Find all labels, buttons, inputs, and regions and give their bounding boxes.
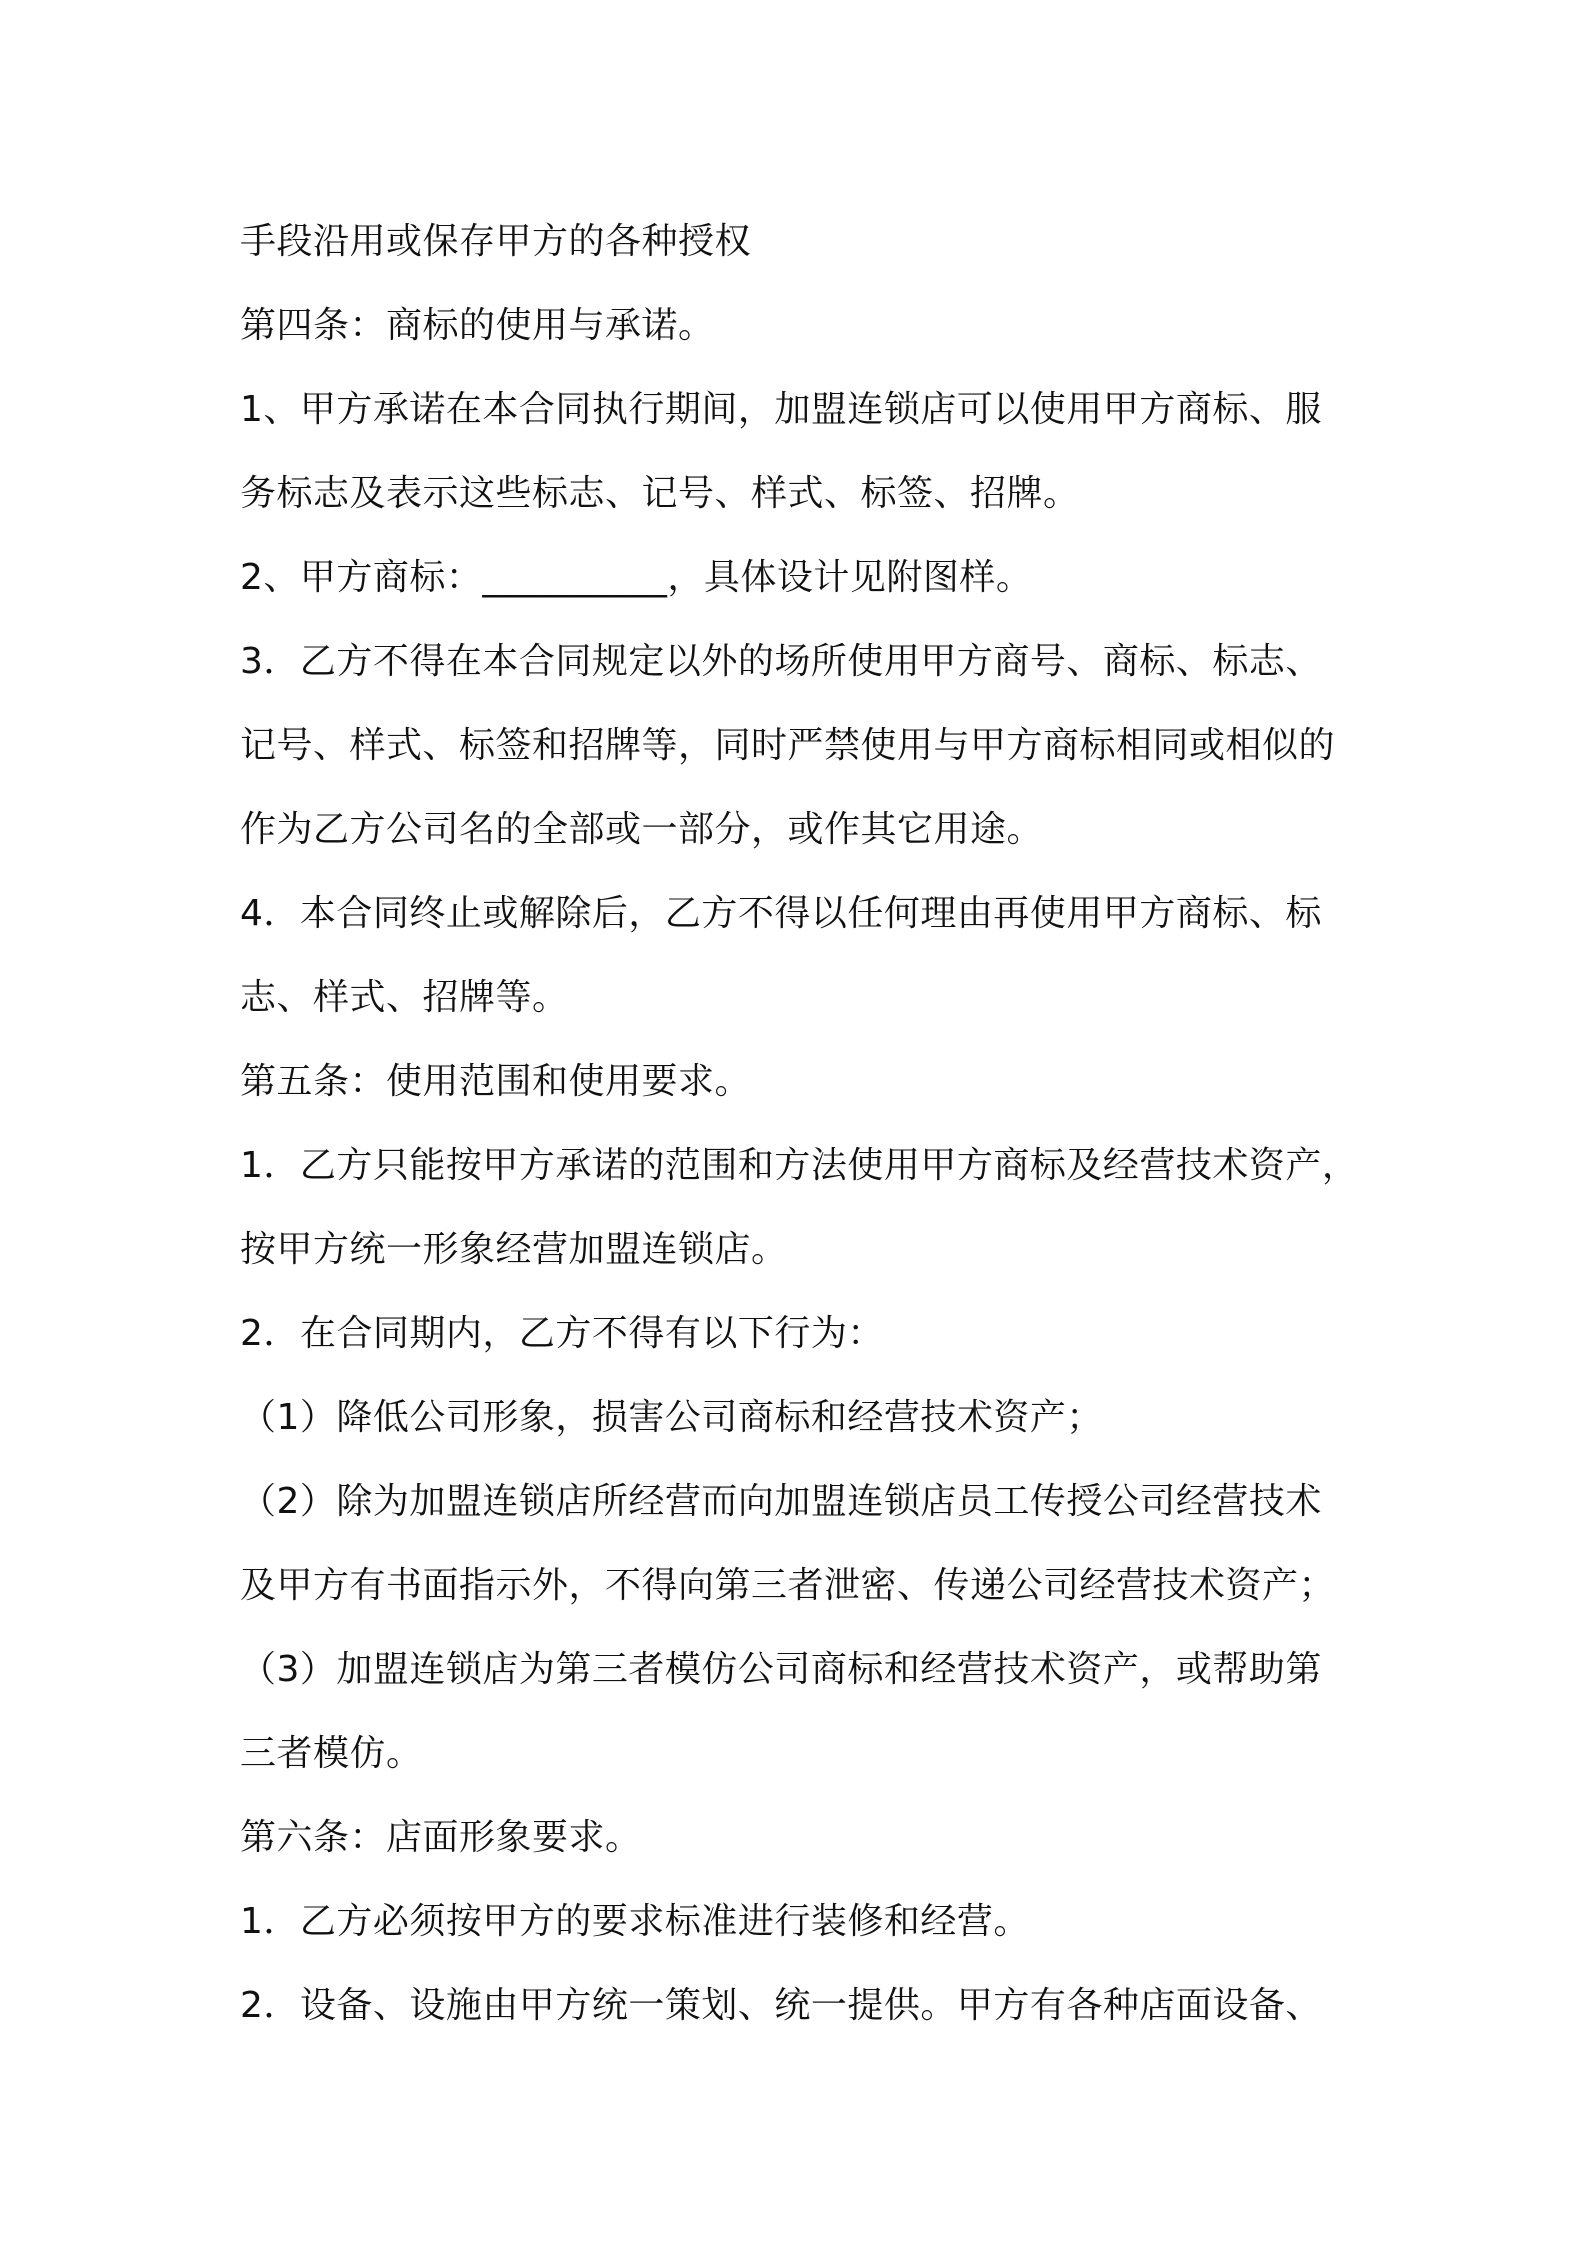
document-body — [240, 200, 1380, 2048]
text-line: 3．乙方不得在本合同规定以外的场所使用甲方商号、商标、标志、 — [240, 641, 1322, 682]
text-line: （1）降低公司形象，损害公司商标和经营技术资产； — [240, 1397, 1103, 1438]
text-line: 4．本合同终止或解除后，乙方不得以任何理由再使用甲方商标、标 — [240, 893, 1322, 934]
article-heading: 第五条：使用范围和使用要求。 — [240, 1061, 752, 1102]
text-line: 手段沿用或保存甲方的各种授权 — [240, 221, 752, 262]
text-line: 1．乙方只能按甲方承诺的范围和方法使用甲方商标及经营技术资产， — [240, 1145, 1359, 1186]
text-line: 按甲方统一形象经营加盟连锁店。 — [240, 1229, 788, 1270]
text-line: 及甲方有书面指示外，不得向第三者泄密、传递公司经营技术资产； — [240, 1565, 1336, 1606]
text-line: 1、甲方承诺在本合同执行期间，加盟连锁店可以使用甲方商标、服 — [240, 389, 1322, 430]
text-line: 务标志及表示这些标志、记号、样式、标签、招牌。 — [240, 473, 1080, 514]
text-line: 作为乙方公司名的全部或一部分，或作其它用途。 — [240, 809, 1044, 850]
text-line: 1．乙方必须按甲方的要求标准进行装修和经营。 — [240, 1901, 1030, 1942]
text-line: 记号、样式、标签和招牌等，同时严禁使用与甲方商标相同或相似的 — [240, 725, 1336, 766]
article-heading: 第六条：店面形象要求。 — [240, 1817, 642, 1858]
text-line: 2．设备、设施由甲方统一策划、统一提供。甲方有各种店面设备、 — [240, 1985, 1322, 2026]
text-line: 志、样式、招牌等。 — [240, 977, 569, 1018]
text-line: 2．在合同期内，乙方不得有以下行为： — [240, 1313, 884, 1354]
text-line: （2）除为加盟连锁店所经营而向加盟连锁店员工传授公司经营技术 — [240, 1481, 1322, 1522]
text-line: 三者模仿。 — [240, 1733, 423, 1774]
text-line: 2、甲方商标：__________，具体设计见附图样。 — [240, 557, 1033, 598]
article-heading: 第四条：商标的使用与承诺。 — [240, 305, 715, 346]
text-line: （3）加盟连锁店为第三者模仿公司商标和经营技术资产，或帮助第 — [240, 1649, 1322, 1690]
